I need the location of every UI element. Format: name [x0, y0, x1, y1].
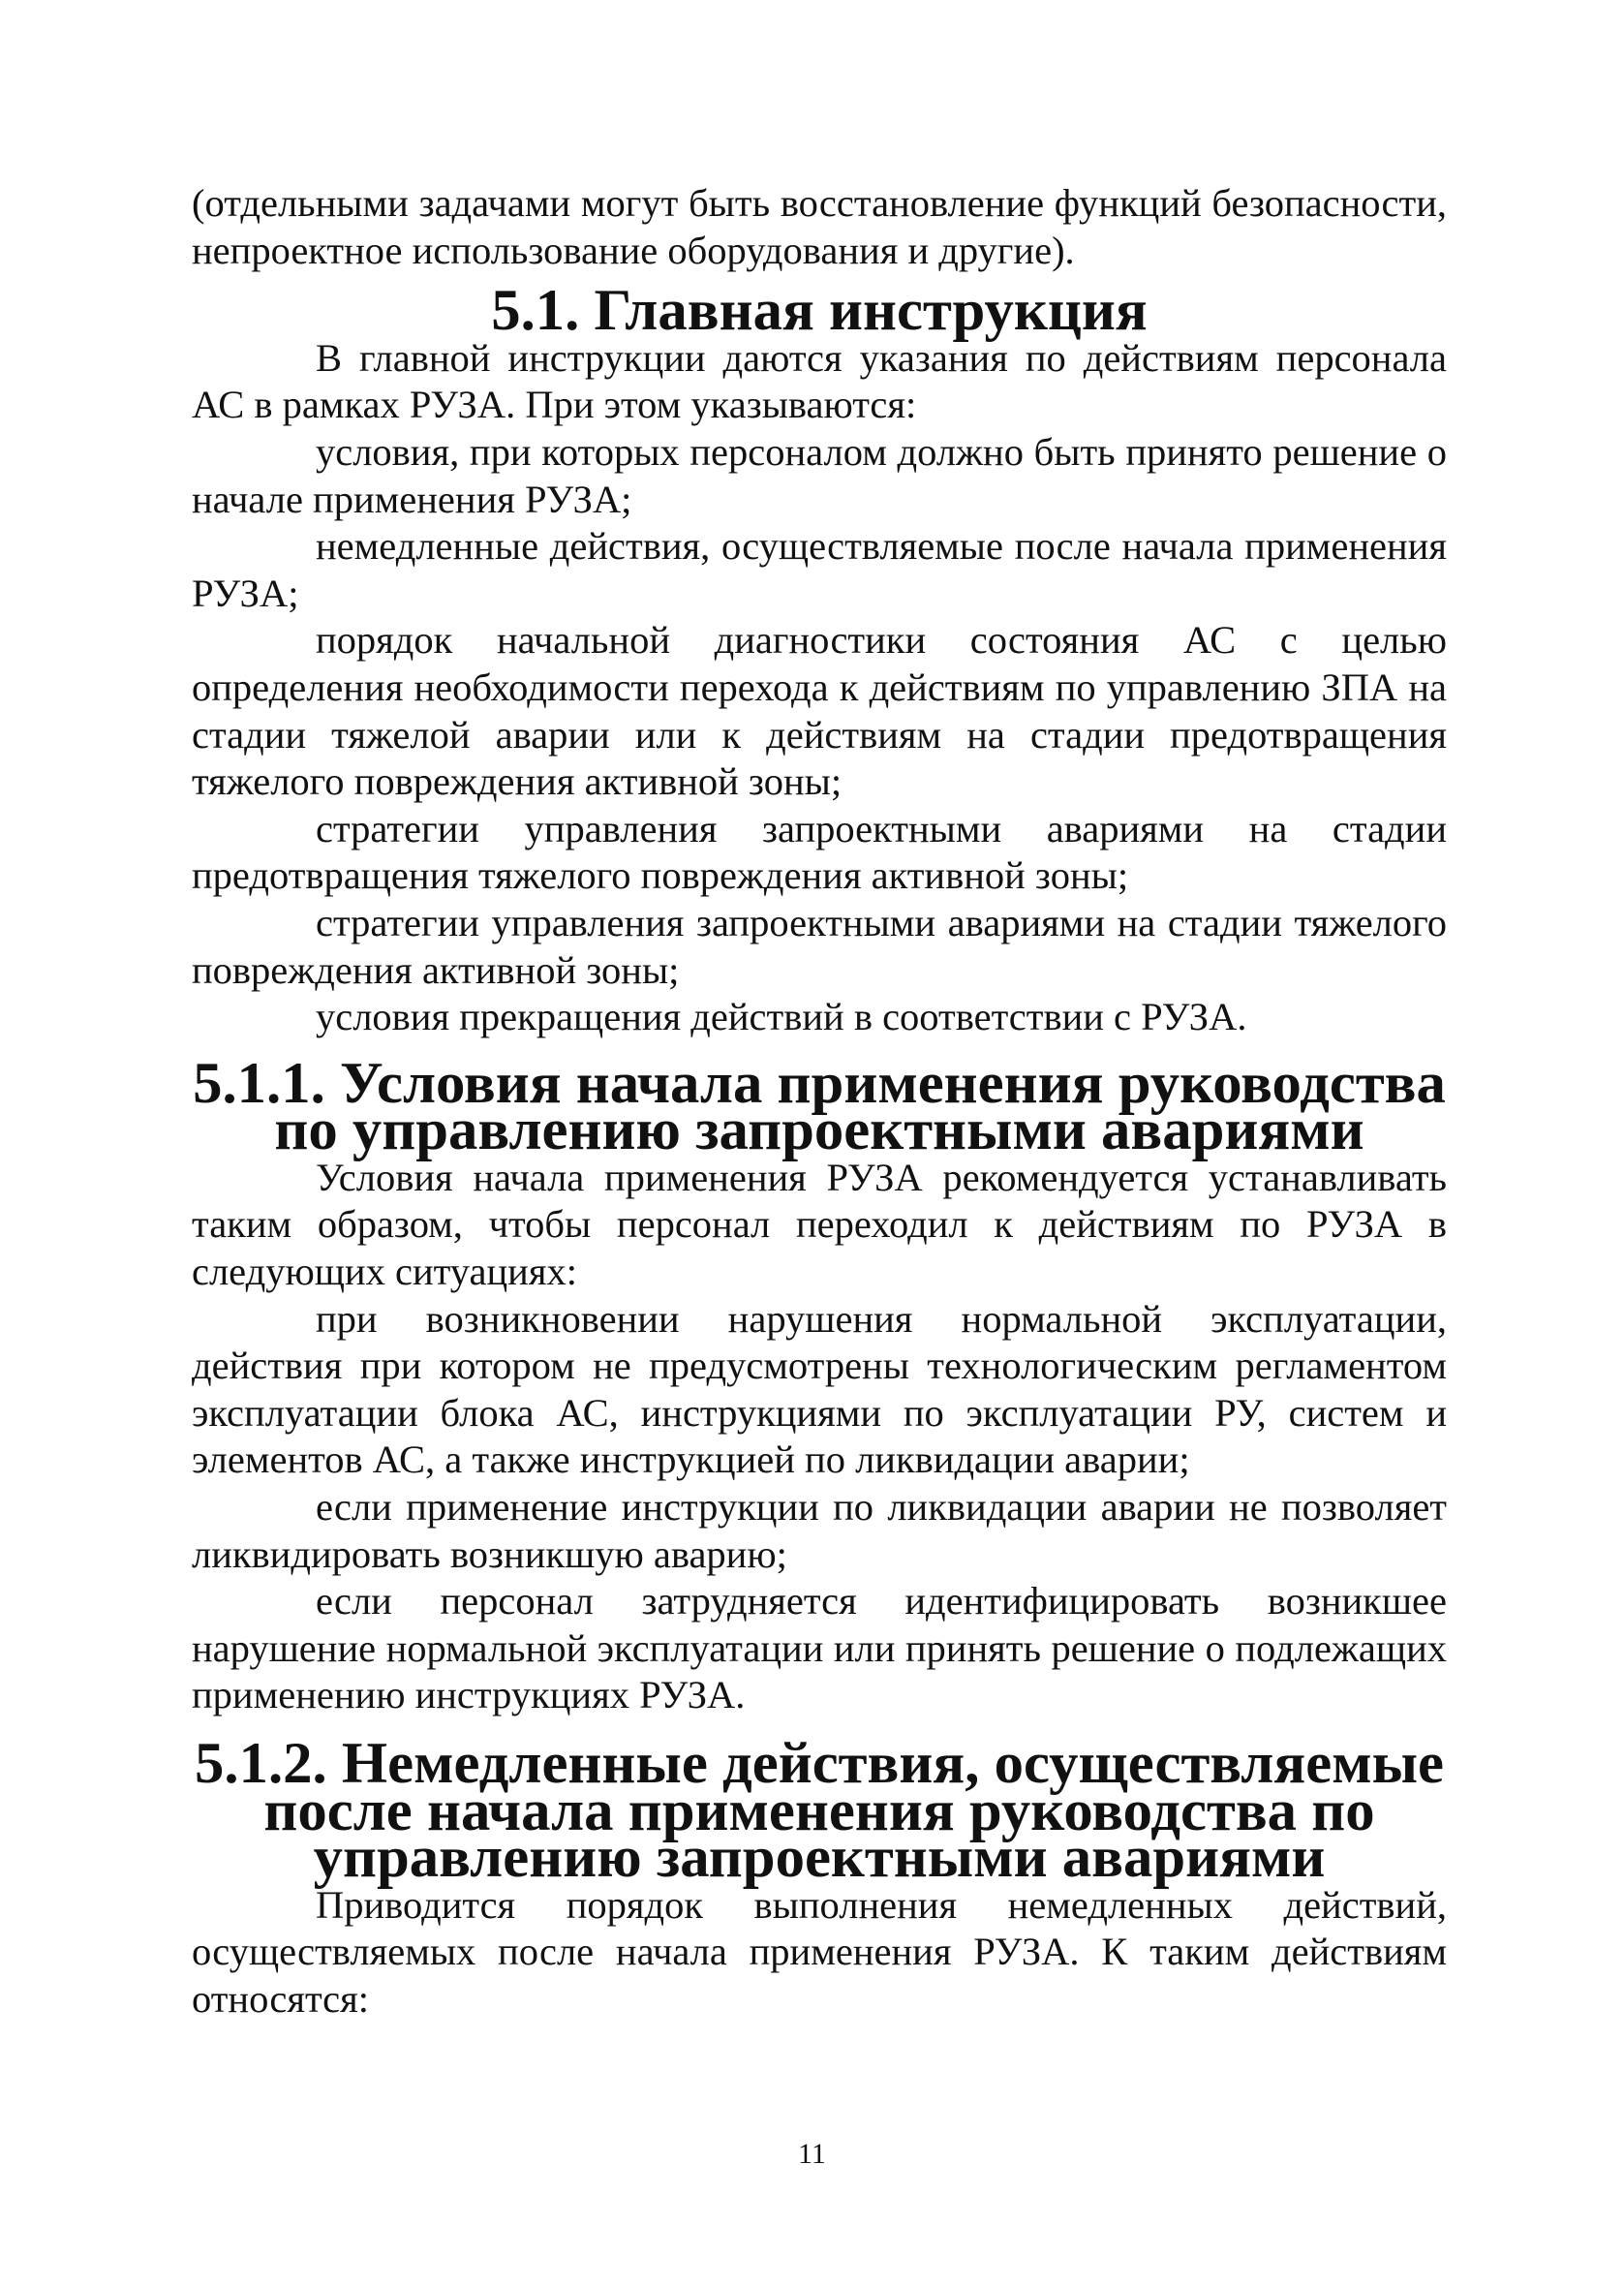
list-item-5-1-strategies-severe: стратегии управления запроектными авариями на стадии тяжелого повреждения активной зоны; [192, 900, 1447, 992]
list-item-5-1-conditions: условия, при которых персоналом должно быть принято решение о начале применения РУЗА; [192, 429, 1447, 521]
list-item-5-1-strategies-prevention: стратегии управления запроектными авариями на стадии предотвращения тяжелого повреждения активной зоны; [192, 806, 1447, 898]
list-item-5-1-immediate-actions: немедленные действия, осуществляемые после начала применения РУЗА; [192, 524, 1447, 615]
page-number: 11 [798, 2138, 826, 2170]
paragraph-intro-continuation: (отдельными задачами могут быть восстановление функций безопасности, непроектное использование оборудования и другие). [192, 181, 1447, 272]
list-item-5-1-1-violation: при возникновении нарушения нормальной эксплуатации, действия при котором не предусмотрены технологическим регламентом эксплуатации блока АС, инструкциями по эксплуатации РУ, систем и элементов АС, а также инструкцией по ликвидации аварии; [192, 1296, 1447, 1482]
list-item-5-1-1-identification: если персонал затрудняется идентифицировать возникшее нарушение нормальной эксплуатации или принять решение о подлежащих применению инструкциях РУЗА. [192, 1579, 1447, 1717]
heading-5-1: 5.1. Главная инструкция [491, 278, 1148, 344]
list-item-5-1-1-instruction-fails: если применение инструкции по ликвидации аварии не позволяет ликвидировать возникшую аварию; [192, 1485, 1447, 1576]
list-item-5-1-termination: условия прекращения действий в соответствии с РУЗА. [316, 995, 1247, 1039]
list-item-5-1-diagnostics: порядок начальной диагностики состояния АС с целью определения необходимости перехода к действиям по управлению ЗПА на стадии тяжелой аварии или к действиям на стадии предотвращения тяжелого повреждения активной зоны; [192, 618, 1447, 804]
heading-5-1-2: 5.1.2. Немедленные действия, осуществляемые после начала применения руководства по управлению запроектными авариями [195, 1731, 1444, 1891]
paragraph-5-1-intro: В главной инструкции даются указания по действиям персонала АС в рамках РУЗА. При этом указываются: [192, 335, 1447, 427]
paragraph-5-1-1-intro: Условия начала применения РУЗА рекомендуется устанавливать таким образом, чтобы персонал переходил к действиям по РУЗА в следующих ситуациях: [192, 1155, 1447, 1294]
paragraph-5-1-2-intro: Приводится порядок выполнения немедленных действий, осуществляемых после начала применения РУЗА. К таким действиям относятся: [192, 1882, 1447, 2021]
page-text [192, 180, 1447, 2024]
heading-5-1-1: 5.1.1. Условия начала применения руководства по управлению запроектными авариями [193, 1050, 1446, 1163]
